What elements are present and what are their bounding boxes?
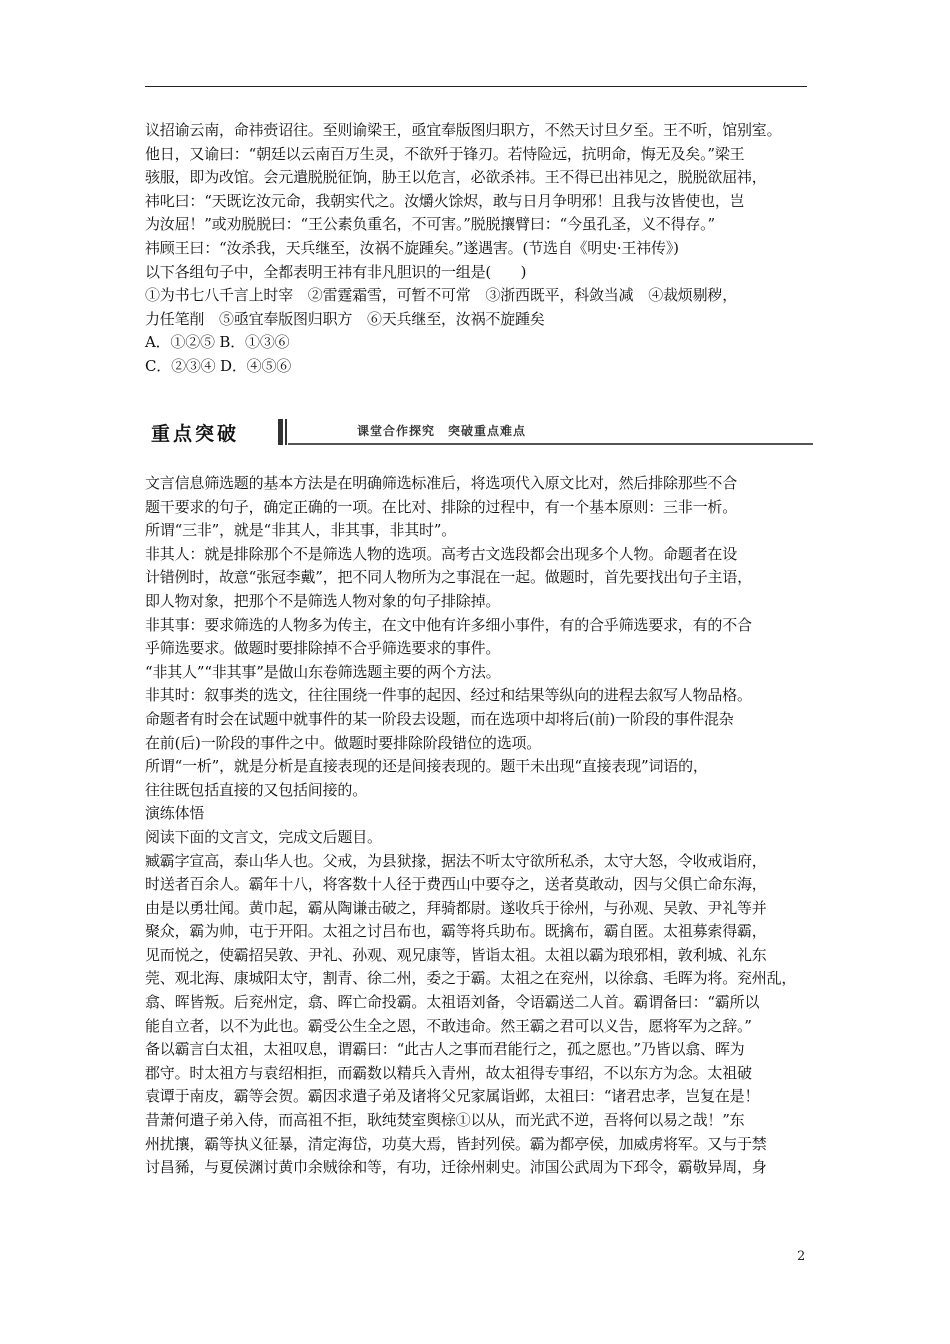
title-divider-bars	[278, 419, 288, 445]
passage-top	[145, 119, 810, 379]
passage-line: 骇服，即为改馆。会元遣脱脱征饷，胁王以危言，必欲杀祎。王不得已出祎见之，脱脱欲屈祎，	[145, 168, 767, 187]
question-stem: 以下各组句子中，全都表明王祎有非凡胆识的一组是( )	[145, 262, 527, 281]
section-title: 重点突破	[151, 423, 240, 445]
passage-line: 袁谭于南皮，霸等会贺。霸因求遣子弟及诸将父兄家属诣邺，太祖曰：“诸君忠孝，岂复在是！	[145, 1087, 760, 1106]
body-line: 在前(后)一阶段的事件之中。做题时要排除阶段错位的选项。	[145, 733, 542, 752]
body-line: 文言信息筛选题的基本方法是在明确筛选标准后，将选项代入原文比对，然后排除那些不合	[145, 474, 738, 492]
passage-line: 祎叱曰：“天既讫汝元命，我朝实代之。汝爝火馀烬，敢与日月争明邪！且我与汝皆使也，岂	[145, 191, 745, 210]
passage-line: 能自立者，以不为此也。霸受公生全之恩，不敢违命。然王霸之君可以义告，愿将军为之辞。”	[145, 1016, 752, 1035]
body-line: 计错例时，故意“张冠李戴”，把不同人物所为之事混在一起。做题时，首先要找出句子主语，	[145, 568, 752, 587]
passage-line: 昔萧何遣子弟入侍，而高祖不拒，耿纯焚室舆榇①以从，而光武不逆，吾将何以易之哉！”东	[145, 1111, 745, 1130]
body-line: 即人物对象，把那个不是筛选人物对象的句子排除掉。	[145, 591, 501, 610]
passage-line: 他日，又谕曰：“朝廷以云南百万生灵，不欲歼于锋刃。若恃险远，抗明命，悔无及矣。”梁王	[145, 144, 745, 163]
header-rule	[145, 86, 807, 87]
body-line: 非其事：要求筛选的人物多为传主，在文中他有许多细小事件，有的合乎筛选要求，有的不合	[145, 615, 752, 634]
passage-line: 议招谕云南，命祎赍诏往。至则谕梁王，亟宜奉版图归职方，不然天讨旦夕至。王不听，馆别室。	[145, 121, 782, 139]
answer-choices-line: A．①②⑤ B．①③⑥	[145, 333, 290, 352]
body-line: 题干要求的句子，确定正确的一项。在比对、排除的过程中，有一个基本原则：三非一析。	[145, 497, 738, 516]
passage-line: 由是以勇壮闻。黄巾起，霸从陶谦击破之，拜骑都尉。遂收兵于徐州，与孙观、吴敦、尹礼等并	[145, 898, 767, 917]
exercise-instruction: 阅读下面的文言文，完成文后题目。	[145, 827, 382, 846]
body-line: 命题者有时会在试题中就事件的某一阶段去设题，而在选项中却将后(前)一阶段的事件混杂	[145, 709, 734, 728]
body-line: 非其时：叙事类的选文，往往围绕一件事的起因、经过和结果等纵向的进程去叙写人物品格。	[145, 686, 752, 705]
body-line: 所谓“三非”，就是“非其人，非其事，非其时”。	[145, 521, 457, 540]
body-line: 乎筛选要求。做题时要排除掉不合乎筛选要求的事件。	[145, 639, 501, 658]
exercise-heading: 演练体悟	[145, 804, 205, 823]
body-line: 非其人：就是排除那个不是筛选人物的选项。高考古文选段都会出现多个人物。命题者在设	[145, 544, 738, 563]
section-rule	[288, 443, 813, 445]
question-options-line: 力任笔削 ⑤亟宜奉版图归职方 ⑥天兵继至，汝祸不旋踵矣	[145, 309, 545, 328]
passage-line: 讨昌豨，与夏侯渊讨黄巾余贼徐和等，有功，迁徐州刺史。沛国公武周为下邳令，霸敬异周，身	[145, 1158, 767, 1177]
body-line: 所谓“一析”，就是分析是直接表现的还是间接表现的。题干未出现“直接表现”词语的，	[145, 757, 708, 776]
passage-line: 备以霸言白太祖，太祖叹息，谓霸曰：“此古人之事而君能行之，孤之愿也。”乃皆以翕、晖为	[145, 1040, 745, 1059]
body-line: “非其人”“非其事”是做山东卷筛选题主要的两个方法。	[145, 662, 501, 681]
page-number: 2	[797, 1249, 806, 1264]
answer-choices-line: C．②③④ D．④⑤⑥	[145, 356, 292, 375]
passage-line: 翕、晖皆叛。后兖州定，翕、晖亡命投霸。太祖语刘备，令语霸送二人首。霸谓备曰：“霸所以	[145, 993, 760, 1012]
body-line: 往往既包括直接的又包括间接的。	[145, 780, 368, 799]
passage-line: 祎顾王曰：“汝杀我，天兵继至，汝祸不旋踵矣。”遂遇害。(节选自《明史·王祎传》)	[145, 238, 679, 257]
body-text	[145, 472, 810, 1180]
passage-line: 见而悦之，使霸招吴敦、尹礼、孙观、观兄康等，皆诣太祖。太祖以霸为琅邪相，敦利城、礼东	[145, 945, 767, 964]
question-options-line: ①为书七八千言上时宰 ②雷霆霜雪，可暂不可常 ③浙西既平，科敛当减 ④裁烦剔秽，	[145, 286, 738, 305]
passage-line: 为汝屈！”或劝脱脱曰：“王公素负重名，不可害。”脱脱攘臂曰：“今虽孔圣，义不得存。”	[145, 215, 715, 234]
section-subtitle: 课堂合作探究 突破重点难点	[357, 424, 527, 438]
passage-line: 时送者百余人。霸年十八，将客数十人径于费西山中要夺之，送者莫敢动，因与父俱亡命东海，	[145, 875, 767, 894]
passage-line: 莞、观北海、康城阳太守，割青、徐二州，委之于霸。太祖之在兖州，以徐翕、毛晖为将。兖州乱，	[145, 969, 797, 988]
passage-line: 臧霸字宣高，泰山华人也。父戒，为县狱掾，据法不听太守欲所私杀，太守大怒，令收戒诣府，	[145, 851, 767, 870]
section-header	[145, 419, 813, 449]
passage-line: 州扰攘，霸等执义征暴，清定海岱，功莫大焉，皆封列侯。霸为都亭侯，加威虏将军。又与于禁	[145, 1134, 767, 1153]
passage-line: 聚众，霸为帅，屯于开阳。太祖之讨吕布也，霸等将兵助布。既擒布，霸自匿。太祖募索得霸，	[145, 922, 767, 941]
passage-line: 郡守。时太祖方与袁绍相拒，而霸数以精兵入青州，故太祖得专事绍，不以东方为念。太祖破	[145, 1063, 752, 1082]
